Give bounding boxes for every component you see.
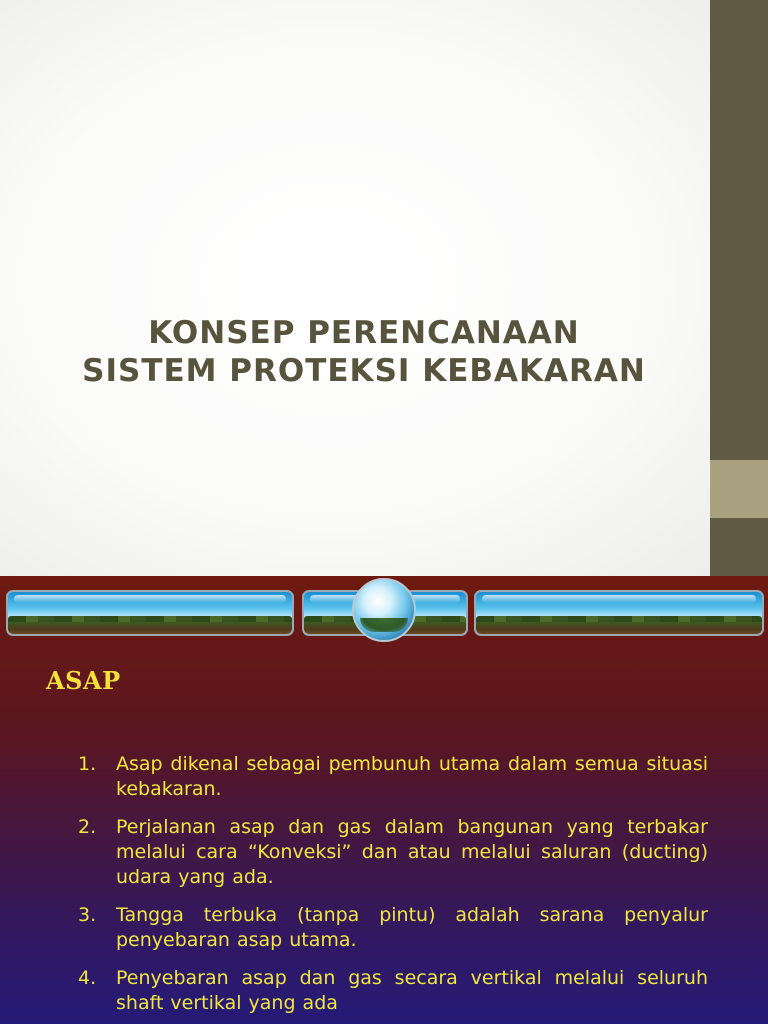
list-item bbox=[78, 903, 708, 953]
list-item-text: Tangga terbuka (tanpa pintu) adalah sarana penyalur penyebaran asap utama. bbox=[116, 904, 708, 951]
list-item-text: Asap dikenal sebagai pembunuh utama dalam semua situasi kebakaran. bbox=[116, 753, 708, 800]
side-bar-bottom bbox=[710, 518, 768, 576]
list-item-text: Penyebaran asap dan gas secara vertikal melalui seluruh shaft vertikal yang ada bbox=[116, 967, 708, 1014]
smoke-facts-list bbox=[78, 752, 708, 1024]
side-bar-accent bbox=[710, 460, 768, 518]
banner-land bbox=[8, 622, 292, 634]
sky-landscape-banner-right bbox=[474, 590, 764, 636]
sky-landscape-banner-left bbox=[6, 590, 294, 636]
banner-land bbox=[476, 622, 762, 634]
list-item-text: Perjalanan asap dan gas dalam bangunan yang terbakar melalui cara “Konveksi” dan atau melalui saluran (ducting) udara yang ada. bbox=[116, 816, 708, 888]
section-heading: ASAP bbox=[46, 666, 121, 695]
list-item-number: 4. bbox=[78, 967, 97, 989]
banner-sheen bbox=[14, 595, 286, 603]
slide-title bbox=[20, 314, 708, 390]
side-bar-top bbox=[710, 0, 768, 460]
list-item-number: 3. bbox=[78, 904, 97, 926]
slide-title-line-2: SISTEM PROTEKSI KEBAKARAN bbox=[82, 353, 646, 389]
content-slide bbox=[0, 576, 768, 1024]
list-item bbox=[78, 752, 708, 802]
list-item-number: 1. bbox=[78, 753, 97, 775]
list-item bbox=[78, 815, 708, 890]
globe-ornament-icon bbox=[352, 578, 416, 642]
list-item bbox=[78, 966, 708, 1016]
globe-ground bbox=[360, 618, 408, 632]
banner-sheen bbox=[482, 595, 756, 603]
slide-title-line-1: KONSEP PERENCANAAN bbox=[148, 315, 580, 351]
list-item-number: 2. bbox=[78, 816, 97, 838]
